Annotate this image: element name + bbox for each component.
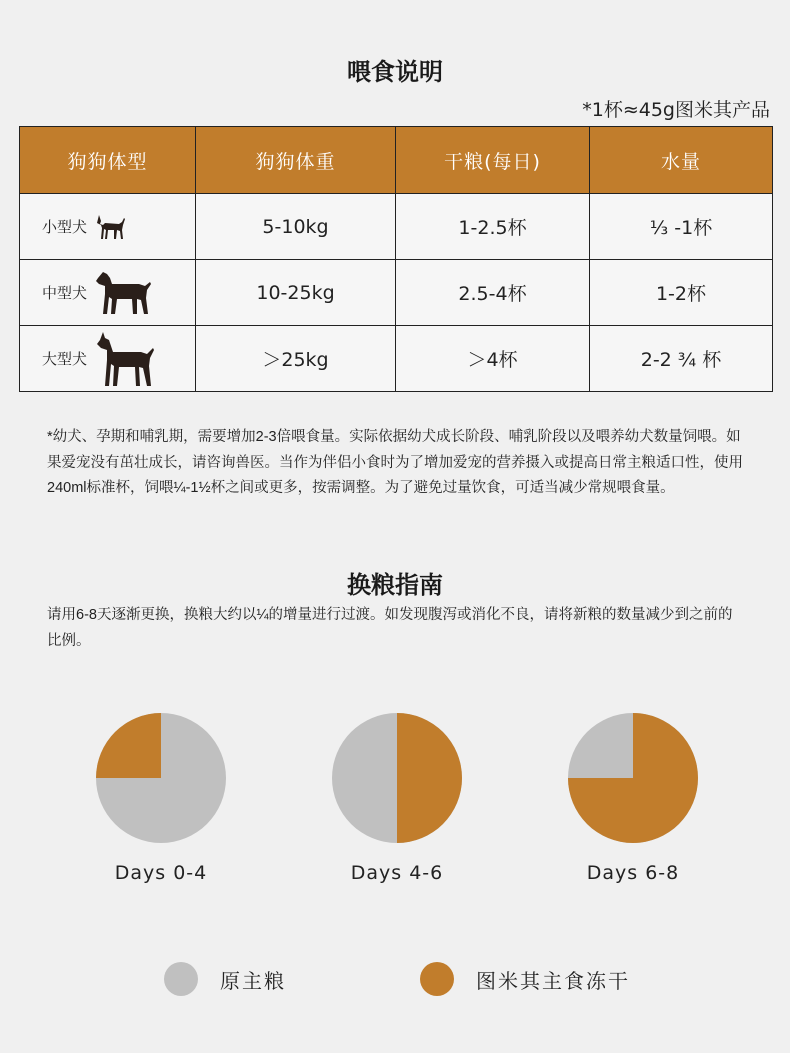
cup-note: *1杯≈45g图米其产品 xyxy=(582,99,770,121)
pie-slice-图米其主食冻干 xyxy=(96,713,161,778)
table-header-row xyxy=(20,127,773,194)
transition-description: 请用6-8天逐渐更换，换粮大约以¼的增量进行过渡。如发现腹泻或消化不良，请将新粮的数量减少到之前的比例。 xyxy=(47,607,733,649)
pie-label: Days 0-4 xyxy=(114,862,208,884)
pie-svg xyxy=(567,712,699,844)
feeding-title: 喂食说明 xyxy=(347,58,443,86)
legend-swatch xyxy=(420,962,454,996)
header-dry-food: 干粮(每日) xyxy=(396,127,590,194)
size-label: 大型犬 xyxy=(42,350,88,368)
legend-label: 原主粮 xyxy=(220,968,286,993)
pie-slice-图米其主食冻干 xyxy=(397,713,462,843)
table-row xyxy=(20,194,773,260)
header-size: 狗狗体型 xyxy=(20,127,196,194)
dry-food-cell: 2.5-4杯 xyxy=(396,260,590,326)
size-label: 小型犬 xyxy=(42,218,88,236)
header-water: 水量 xyxy=(590,127,773,194)
pie-svg xyxy=(331,712,463,844)
transition-title: 换粮指南 xyxy=(347,571,443,599)
water-cell: 2-2 ¾ 杯 xyxy=(590,326,773,392)
water-cell: 1-2杯 xyxy=(590,260,773,326)
weight-cell: ＞25kg xyxy=(196,326,396,392)
size-cell xyxy=(20,260,196,326)
pie-label: Days 4-6 xyxy=(350,862,444,884)
large-dog-icon xyxy=(95,330,157,388)
pie-label: Days 6-8 xyxy=(586,862,680,884)
dry-food-cell: ＞4杯 xyxy=(396,326,590,392)
weight-cell: 5-10kg xyxy=(196,194,396,260)
dry-food-cell: 1-2.5杯 xyxy=(396,194,590,260)
pie-svg xyxy=(95,712,227,844)
small-dog-icon xyxy=(95,212,129,242)
size-label: 中型犬 xyxy=(42,284,88,302)
table-row xyxy=(20,326,773,392)
table-row xyxy=(20,260,773,326)
pie-chart-days-0-4 xyxy=(95,712,227,884)
legend-swatch xyxy=(164,962,198,996)
size-cell xyxy=(20,326,196,392)
legend-item-new-food xyxy=(420,962,630,996)
pie-chart-days-4-6 xyxy=(331,712,463,884)
legend-item-original-food xyxy=(164,962,286,996)
size-cell xyxy=(20,194,196,260)
weight-cell: 10-25kg xyxy=(196,260,396,326)
pie-chart-days-6-8 xyxy=(567,712,699,884)
header-weight: 狗狗体重 xyxy=(196,127,396,194)
medium-dog-icon xyxy=(95,270,153,316)
feeding-footnote: *幼犬、孕期和哺乳期，需要增加2-3倍喂食量。实际依据幼犬成长阶段、哺乳阶段以及喂养幼犬数量饲喂。如果爱宠没有茁壮成长，请咨询兽医。当作为伴侣小食时为了增加爱宠的营养摄入或提高日常主粮适口性，使用240ml标准杯，饲喂¼-1½杯之间或更多，按需调整。为了避免过量饮食，可适当减少常规喂食量。 xyxy=(47,429,743,496)
feeding-table xyxy=(19,126,773,392)
legend-label: 图米其主食冻干 xyxy=(476,968,630,993)
water-cell: ⅓ -1杯 xyxy=(590,194,773,260)
